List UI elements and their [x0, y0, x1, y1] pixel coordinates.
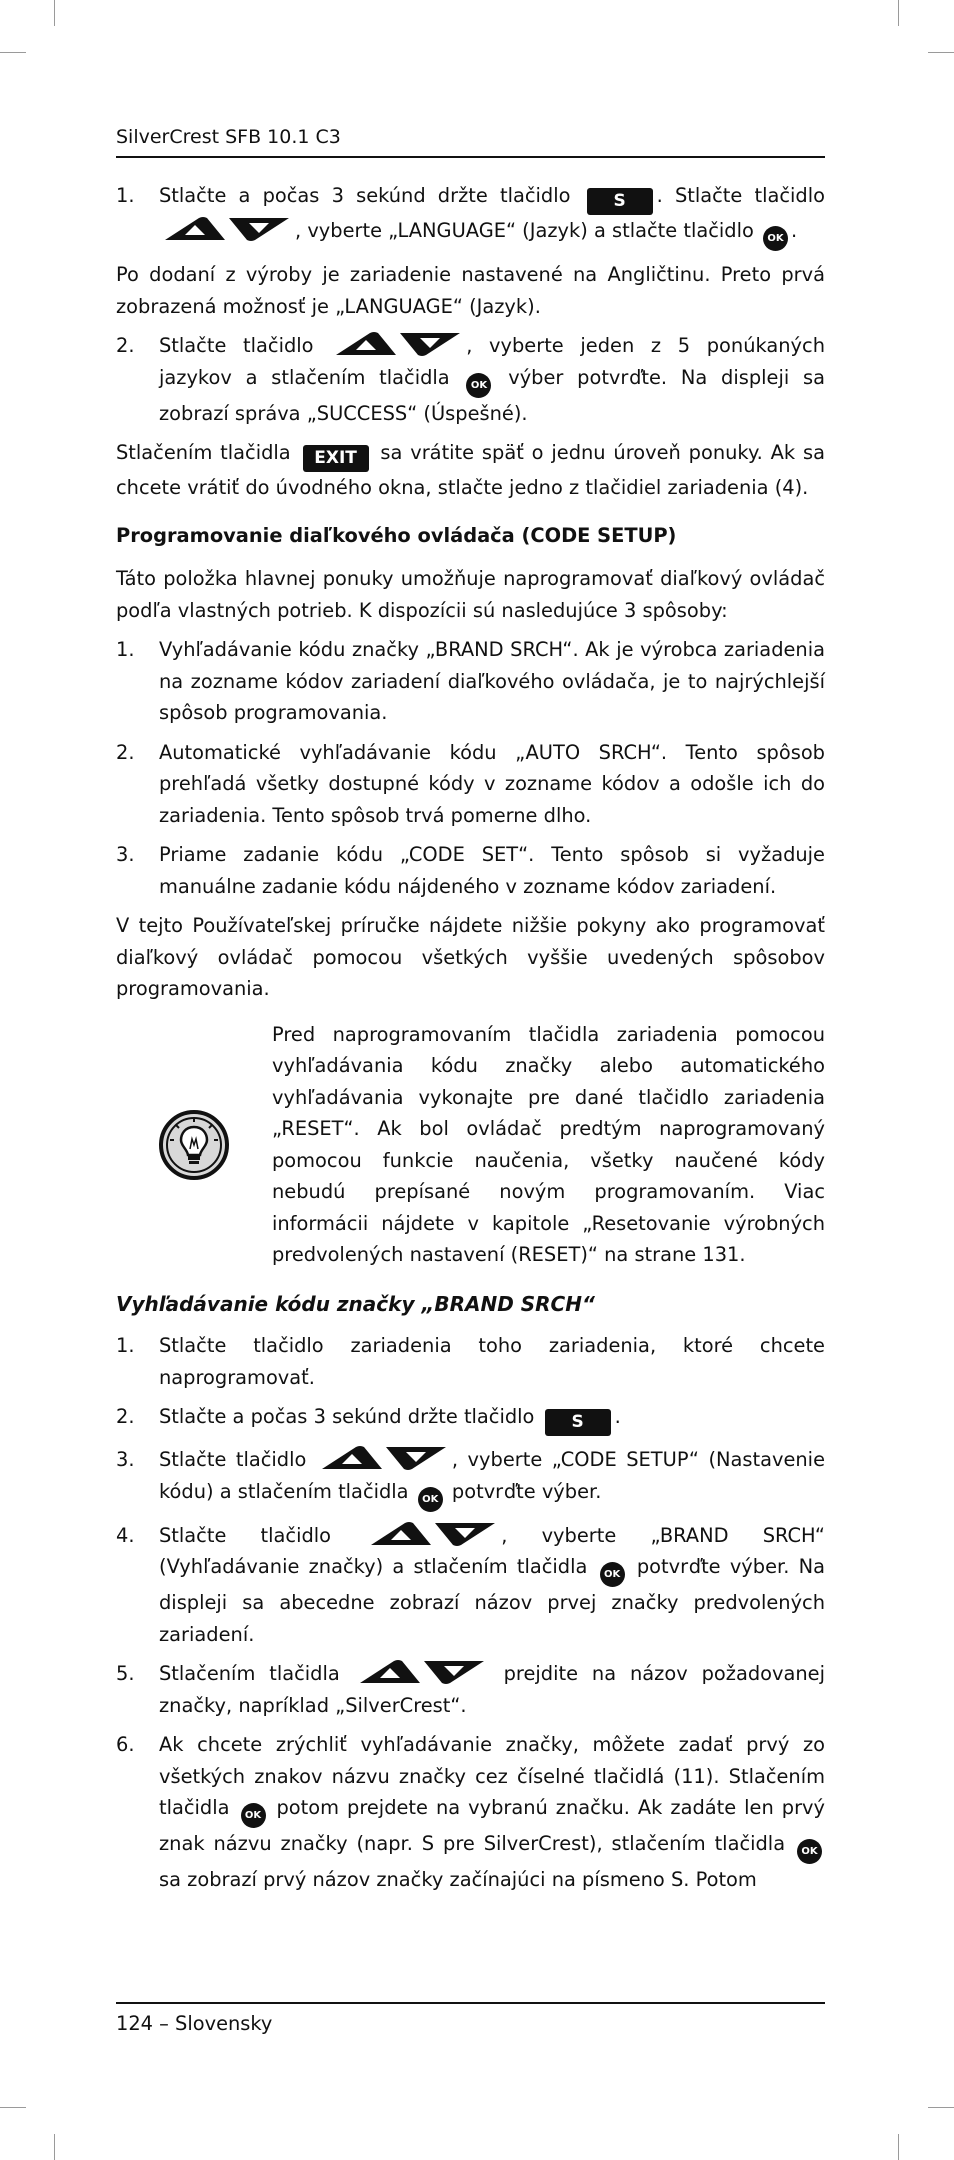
- up-down-arrow-keys-icon: [163, 216, 291, 242]
- page-header: SilverCrest SFB 10.1 C3: [116, 126, 341, 148]
- tip-box: [116, 1019, 825, 1271]
- ok-key-icon: OK: [797, 1839, 822, 1864]
- header-rule: [116, 156, 825, 158]
- up-down-arrow-keys-icon: [320, 1445, 448, 1471]
- list-item: 1. Stlačte tlačidlo zariadenia toho zariadenia, ktoré chcete naprogramovať.: [116, 1334, 825, 1389]
- exit-key-icon: EXIT: [303, 445, 369, 472]
- ok-key-icon: OK: [763, 226, 788, 251]
- ok-key-icon: OK: [466, 373, 491, 398]
- list-item: 3. Priame zadanie kódu „CODE SET“. Tento spôsob si vyžaduje manuálne zadanie kódu nájdeného v zozname kódov zariadení.: [116, 843, 825, 898]
- section-heading: Vyhľadávanie kódu značky „BRAND SRCH“: [116, 1291, 595, 1316]
- paragraph: Po dodaní z výroby je zariadenie nastavené na Angličtinu. Preto prvá zobrazená možnosť je „LANGUAGE“ (Jazyk).: [116, 263, 825, 318]
- section-heading: Programovanie diaľkového ovládača (CODE SETUP): [116, 523, 677, 547]
- page-footer: 124 – Slovensky: [116, 2012, 273, 2035]
- ok-key-icon: OK: [418, 1487, 443, 1512]
- crop-mark: [928, 2107, 954, 2108]
- crop-mark: [0, 2107, 26, 2108]
- lightbulb-icon: [116, 1109, 272, 1181]
- page-content: [116, 180, 825, 1904]
- ok-key-icon: OK: [241, 1803, 266, 1828]
- paragraph: Stlačením tlačidla EXIT sa vrátite späť o jednu úroveň ponuky. Ak sa chcete vrátiť do úvodného okna, stlačte jedno z tlačidiel zariadenia (4).: [116, 441, 825, 499]
- s-key-icon: S: [545, 1409, 611, 1436]
- crop-mark: [0, 52, 26, 53]
- crop-mark: [898, 2134, 899, 2160]
- list-item: 1. Vyhľadávanie kódu značky „BRAND SRCH“. Ak je výrobca zariadenia na zozname kódov zariadení diaľkového ovládača, je to najrýchlejší spôsob programovania.: [116, 638, 825, 724]
- paragraph: V tejto Používateľskej príručke nájdete nižšie pokyny ako programovať diaľkový ovládač pomocou všetkých vyššie uvedených spôsobov programovania.: [116, 914, 825, 1000]
- crop-mark: [898, 0, 899, 26]
- crop-mark: [54, 2134, 55, 2160]
- up-down-arrow-keys-icon: [369, 1521, 497, 1547]
- up-down-arrow-keys-icon: [334, 331, 462, 357]
- list-item: 2. Stlačte tlačidlo , vyberte jeden z 5 ponúkaných jazykov a stlačením tlačidla OK výber potvrďte. Na displeji sa zobrazí správa „SUCCESS“ (Úspešné).: [116, 330, 825, 429]
- list-item: 3. Stlačte tlačidlo , vyberte „CODE SETUP“ (Nastavenie kódu) a stlačením tlačidla OK potvrďte výber.: [116, 1444, 825, 1512]
- crop-mark: [54, 0, 55, 26]
- list-item: 4. Stlačte tlačidlo , vyberte „BRAND SRCH“ (Vyhľadávanie značky) a stlačením tlačidla OK potvrďte výber. Na displeji sa abecedne zobrazí názov prvej značky predvolených zariadení.: [116, 1520, 825, 1651]
- up-down-arrow-keys-icon: [358, 1659, 486, 1685]
- crop-mark: [928, 52, 954, 53]
- list-item: 2. Stlačte a počas 3 sekúnd držte tlačidlo S .: [116, 1401, 825, 1436]
- ok-key-icon: OK: [600, 1562, 625, 1587]
- tip-text: Pred naprogramovaním tlačidla zariadenia pomocou vyhľadávania kódu značky alebo automatického vyhľadávania vykonajte pre dané tlačidlo zariadenia „RESET“. Ak bol ovládač predtým naprogramovaný pomocou funkcie naučenia, všetky naučené kódy nebudú prepísané novým programovaním. Viac informácii nájdete v kapitole „Resetovanie výrobných predvolených nastavení (RESET)“ na strane 131.: [272, 1022, 825, 1266]
- list-item: 5. Stlačením tlačidla prejdite na názov požadovanej značky, napríklad „SilverCrest“.: [116, 1658, 825, 1721]
- paragraph: Táto položka hlavnej ponuky umožňuje naprogramovať diaľkový ovládač podľa vlastných potrieb. K dispozícii sú nasledujúce 3 spôsoby:: [116, 567, 825, 622]
- s-key-icon: S: [587, 188, 653, 215]
- list-item: 6. Ak chcete zrýchliť vyhľadávanie značky, môžete zadať prvý zo všetkých znakov názvu značky cez číselné tlačidlá (11). Stlačením tlačidla OK potom prejdete na vybranú značku. Ak zadáte len prvý znak názvu značky (napr. S pre SilverCrest), stlačením tlačidla OK sa zobrazí prvý názov značky začínajúci na písmeno S. Potom: [116, 1733, 825, 1891]
- list-item: 1. Stlačte a počas 3 sekúnd držte tlačidlo S . Stlačte tlačidlo , vyberte „LANGUAGE“ (Jazyk) a stlačte tlačidlo OK .: [116, 180, 825, 251]
- footer-rule: [116, 2002, 825, 2004]
- list-item: 2. Automatické vyhľadávanie kódu „AUTO SRCH“. Tento spôsob prehľadá všetky dostupné kódy v zozname kódov a odošle ich do zariadenia. Tento spôsob trvá pomerne dlho.: [116, 740, 825, 827]
